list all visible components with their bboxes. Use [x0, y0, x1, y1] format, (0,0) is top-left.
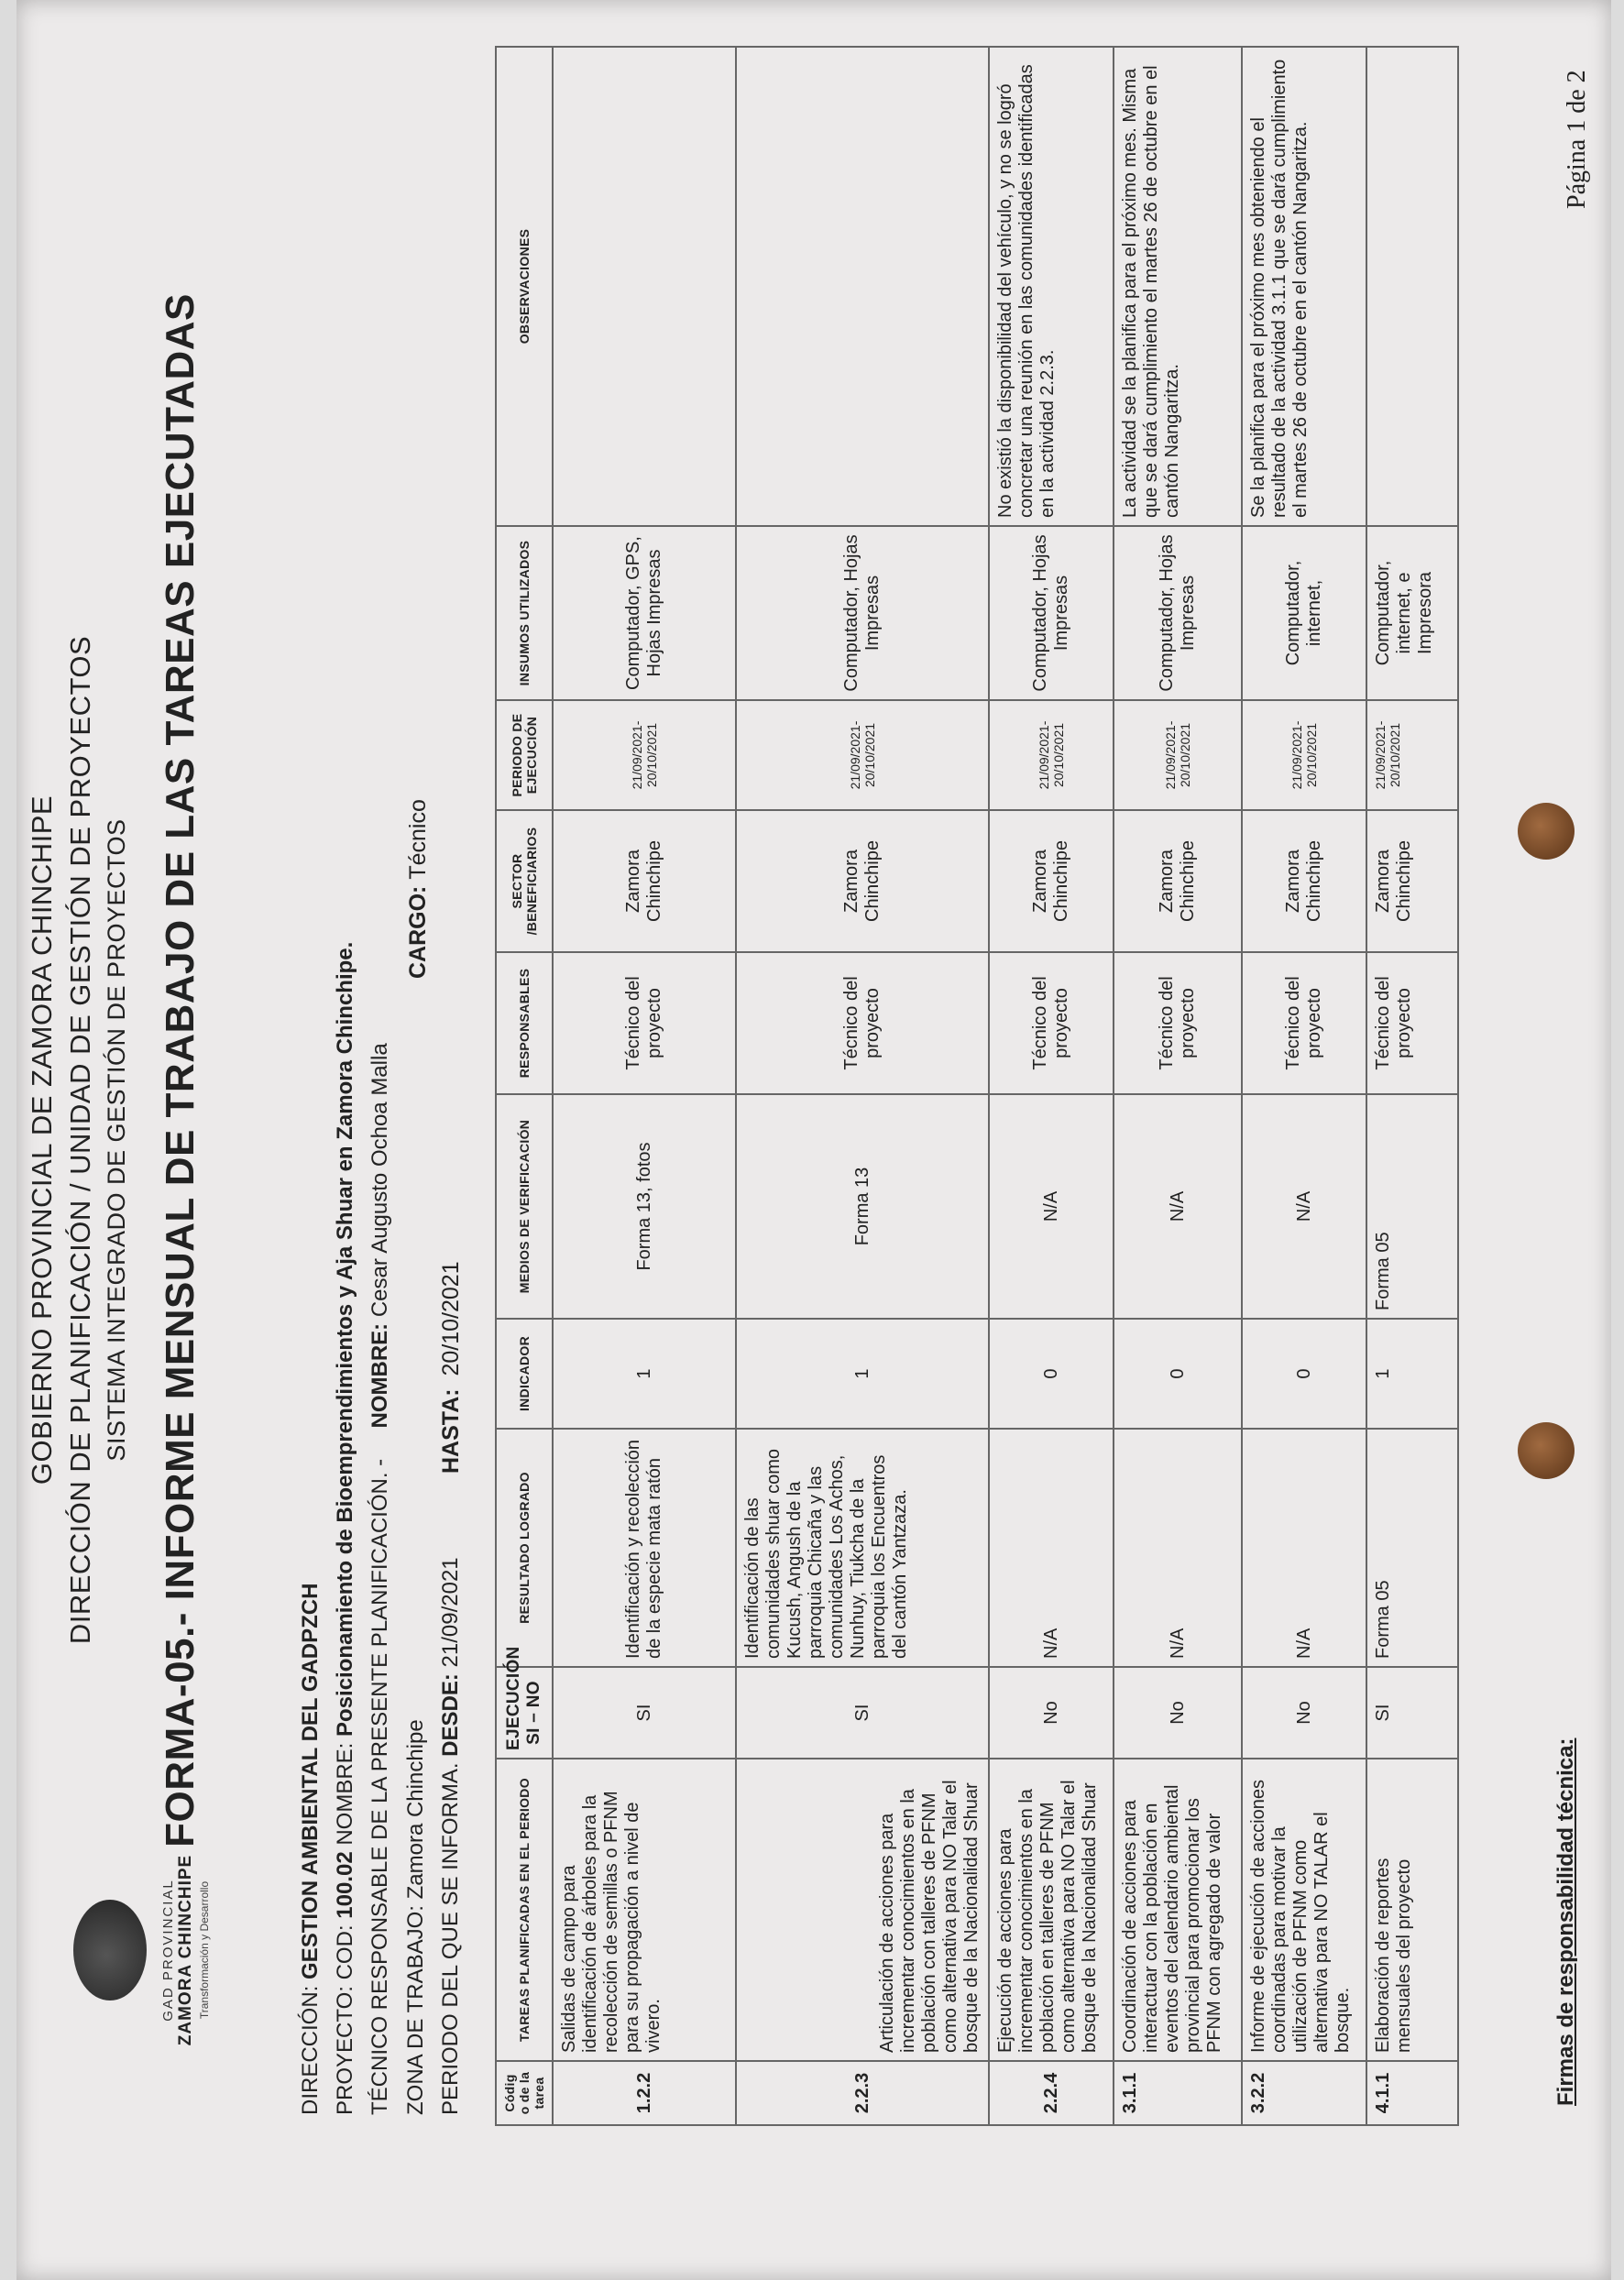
zona-label: ZONA DE TRABAJO: [403, 1899, 428, 2115]
periodo-label: PERIODO DEL QUE SE INFORMA. [438, 1756, 463, 2115]
page-number: Página 1 de 2 [1563, 70, 1591, 209]
cell-code: 3.1.1 [1114, 2061, 1242, 2125]
table-row [736, 47, 989, 2125]
proyecto-nombre-label: NOMBRE: [333, 1736, 357, 1852]
direccion-label: DIRECCIÓN: [298, 1979, 323, 2115]
cell-period: 21/09/2021-20/10/2021 [736, 700, 989, 810]
cell-inputs: Computador, internet, e Impresora [1366, 526, 1458, 700]
tecnico-line [368, 1043, 393, 2115]
cell-period: 21/09/2021-20/10/2021 [1242, 700, 1366, 810]
header-tasks: TAREAS PLANIFICADAS EN EL PERIODO [496, 1759, 553, 2061]
cell-inputs: Computador, Hojas Impresas [1114, 526, 1242, 700]
nombre-label: NOMBRE: [368, 1317, 392, 1429]
header-inputs: INSUMOS UTILIZADOS [496, 526, 553, 700]
cell-verification: N/A [1242, 1094, 1366, 1319]
direccion-line [298, 1584, 324, 2115]
cell-inputs: Computador, internet, [1242, 526, 1366, 700]
cell-verification: N/A [989, 1094, 1114, 1319]
cell-responsible: Técnico del proyecto [1114, 952, 1242, 1094]
cell-result: Identificación de las comunidades shuar como Kucush, Angush de la parroquia Chicaña y las comunidades Los Achos, Nunhuy, Tiukcha de la parroquia los Encuentros del cantón Yantzaza. [736, 1429, 989, 1667]
cell-observations [553, 47, 736, 526]
cell-result: N/A [1114, 1429, 1242, 1667]
zona-line [403, 1719, 429, 2115]
proyecto-cod: 100.02 [333, 1851, 357, 1919]
table-row [1366, 47, 1458, 2125]
cell-task: Ejecución de acciones para incrementar conocimientos en la población en talleres de PFNM como alternativa para NO Talar el bosque de la Nacionalidad Shuar [989, 1759, 1114, 2061]
cell-result: Forma 05 [1366, 1429, 1458, 1667]
cargo-label: CARGO: [405, 879, 431, 979]
cell-task: Articulación de acciones para incrementar conocimientos en la población con talleres de PFNM como alternativa para NO Talar el bosque de la Nacionalidad Shuar [736, 1759, 989, 2061]
cell-sector: Zamora Chinchipe [1242, 810, 1366, 952]
cell-exec: No [1114, 1667, 1242, 1759]
cell-exec: SI [736, 1667, 989, 1759]
cell-responsible: Técnico del proyecto [989, 952, 1114, 1094]
hasta-label: HASTA: [438, 1382, 464, 1474]
cell-task: Informe de ejecución de acciones coordinadas para motivar la utilización de PFNM como alternativa para NO TALAR el bosque. [1242, 1759, 1366, 2061]
cell-code: 3.2.2 [1242, 2061, 1366, 2125]
proyecto-nombre: Posicionamiento de Bioemprendimientos y Aja Shuar en Zamora Chinchipe. [333, 941, 357, 1737]
cell-inputs: Computador, Hojas Impresas [736, 526, 989, 700]
cell-exec: SI [553, 1667, 736, 1759]
cell-period: 21/09/2021-20/10/2021 [553, 700, 736, 810]
cell-period: 21/09/2021-20/10/2021 [989, 700, 1114, 810]
header-responsible: RESPONSABLES [496, 952, 553, 1094]
cargo-value: Técnico [405, 799, 431, 880]
cell-sector: Zamora Chinchipe [553, 810, 736, 952]
table-row [989, 47, 1114, 2125]
cell-code: 2.2.4 [989, 2061, 1114, 2125]
header-period: PERIODO DE EJECUCIÓN [496, 700, 553, 810]
cell-exec: No [989, 1667, 1114, 1759]
cell-verification: Forma 05 [1366, 1094, 1458, 1319]
cell-code: 1.2.2 [553, 2061, 736, 2125]
cell-indicator: 1 [1366, 1319, 1458, 1429]
proyecto-label: PROYECTO: COD: [333, 1918, 357, 2115]
header-system: SISTEMA INTEGRADO DE GESTIÓN DE PROYECTOS [103, 818, 130, 1462]
cell-period: 21/09/2021-20/10/2021 [1366, 700, 1458, 810]
header-government: GOBIERNO PROVINCIAL DE ZAMORA CHINCHIPE [26, 795, 58, 1485]
table-header-row [496, 47, 553, 2125]
cell-observations [1366, 47, 1458, 526]
gad-logo [55, 1854, 211, 2051]
cell-task: Elaboración de reportes mensuales del proyecto [1366, 1759, 1458, 2061]
header-observations: OBSERVACIONES [496, 47, 553, 526]
hasta-value: 20/10/2021 [438, 1261, 464, 1376]
header-direction: DIRECCIÓN DE PLANIFICACIÓN / UNIDAD DE GESTIÓN DE PROYECTOS [64, 635, 96, 1645]
table-row [1242, 47, 1366, 2125]
cell-verification: Forma 13, fotos [553, 1094, 736, 1319]
logo-line2: ZAMORA CHINCHIPE [176, 1854, 195, 2046]
cell-exec: No [1242, 1667, 1366, 1759]
proyecto-line [333, 942, 358, 2115]
zona-value: Zamora Chinchipe [403, 1719, 428, 1900]
cell-period: 21/09/2021-20/10/2021 [1114, 700, 1242, 810]
logo-line3: Transformación y Desarrollo [198, 1880, 211, 2020]
cell-code: 4.1.1 [1366, 2061, 1458, 2125]
cell-responsible: Técnico del proyecto [1242, 952, 1366, 1094]
cell-indicator: 1 [553, 1319, 736, 1429]
header-indicator: INDICADOR [496, 1319, 553, 1429]
header-execution: EJECUCIÓN SI – NO [496, 1667, 553, 1759]
cell-sector: Zamora Chinchipe [1114, 810, 1242, 952]
tasks-table [495, 46, 1459, 2126]
cell-verification: Forma 13 [736, 1094, 989, 1319]
cell-task: Coordinación de acciones para interactuar con la población en eventos del calendario ambiental provincial para promocionar los PFNM con agregado de valor [1114, 1759, 1242, 2061]
cell-observations [736, 47, 989, 526]
cell-sector: Zamora Chinchipe [1366, 810, 1458, 952]
desde-value: 21/09/2021 [438, 1557, 463, 1668]
cell-responsible: Técnico del proyecto [1366, 952, 1458, 1094]
cell-sector: Zamora Chinchipe [736, 810, 989, 952]
nombre-value: Cesar Augusto Ochoa Malla [368, 1043, 392, 1318]
cell-exec: SI [1366, 1667, 1458, 1759]
logo-emblem-icon [73, 1900, 147, 2000]
cell-result: Identificación y recolección de la especie mata ratón [553, 1429, 736, 1667]
signatures-label: Firmas de responsabilidad técnica: [1553, 1737, 1578, 2106]
form-title: FORMA-05.- INFORME MENSUAL DE TRABAJO DE LAS TAREAS EJECUTADAS [158, 293, 203, 1847]
cell-observations: No existió la disponibilidad del vehículo, y no se logró concretar una reunión en las comunidades identificadas en la actividad 2.2.3. [989, 47, 1114, 526]
cell-indicator: 0 [1242, 1319, 1366, 1429]
header-code: Códig o de la tarea [496, 2061, 553, 2125]
tecnico-label: TÉCNICO RESPONSABLE DE LA PRESENTE PLANIFICACIÓN. - [368, 1452, 392, 2115]
cell-sector: Zamora Chinchipe [989, 810, 1114, 952]
cell-indicator: 0 [989, 1319, 1114, 1429]
cell-inputs: Computador, GPS, Hojas Impresas [553, 526, 736, 700]
header-verification: MEDIOS DE VERIFICACIÓN [496, 1094, 553, 1319]
cell-code: 2.2.3 [736, 2061, 989, 2125]
cell-observations: Se la planifica para el próximo mes obteniendo el resultado de la actividad 3.1.1 que se dará cumplimiento el martes 26 de octubre en el cantón Nangaritza. [1242, 47, 1366, 526]
periodo-line [438, 1557, 464, 2115]
cell-indicator: 0 [1114, 1319, 1242, 1429]
cell-observations: La actividad se la planifica para el próximo mes. Misma que se dará cumplimiento el martes 26 de octubre en el cantón Nangaritza. [1114, 47, 1242, 526]
cell-responsible: Técnico del proyecto [736, 952, 989, 1094]
header-result: RESULTADO LOGRADO [496, 1429, 553, 1667]
header-sector: SECTOR /BENEFICIARIOS [496, 810, 553, 952]
cell-inputs: Computador, Hojas Impresas [989, 526, 1114, 700]
desde-label: DESDE: [438, 1667, 463, 1757]
table-row [553, 47, 736, 2125]
cell-task: Salidas de campo para identificación de árboles para la recolección de semillas o PFNM para su propagación a nivel de vivero. [553, 1759, 736, 2061]
cargo-line [405, 799, 432, 979]
cell-result: N/A [989, 1429, 1114, 1667]
hasta-line [438, 1261, 465, 1474]
table-row [1114, 47, 1242, 2125]
direccion-value: GESTION AMBIENTAL DEL GADPZCH [298, 1583, 323, 1979]
cell-indicator: 1 [736, 1319, 989, 1429]
cell-verification: N/A [1114, 1094, 1242, 1319]
logo-line1: GAD PROVINCIAL [160, 1879, 176, 2022]
cell-responsible: Técnico del proyecto [553, 952, 736, 1094]
cell-result: N/A [1242, 1429, 1366, 1667]
